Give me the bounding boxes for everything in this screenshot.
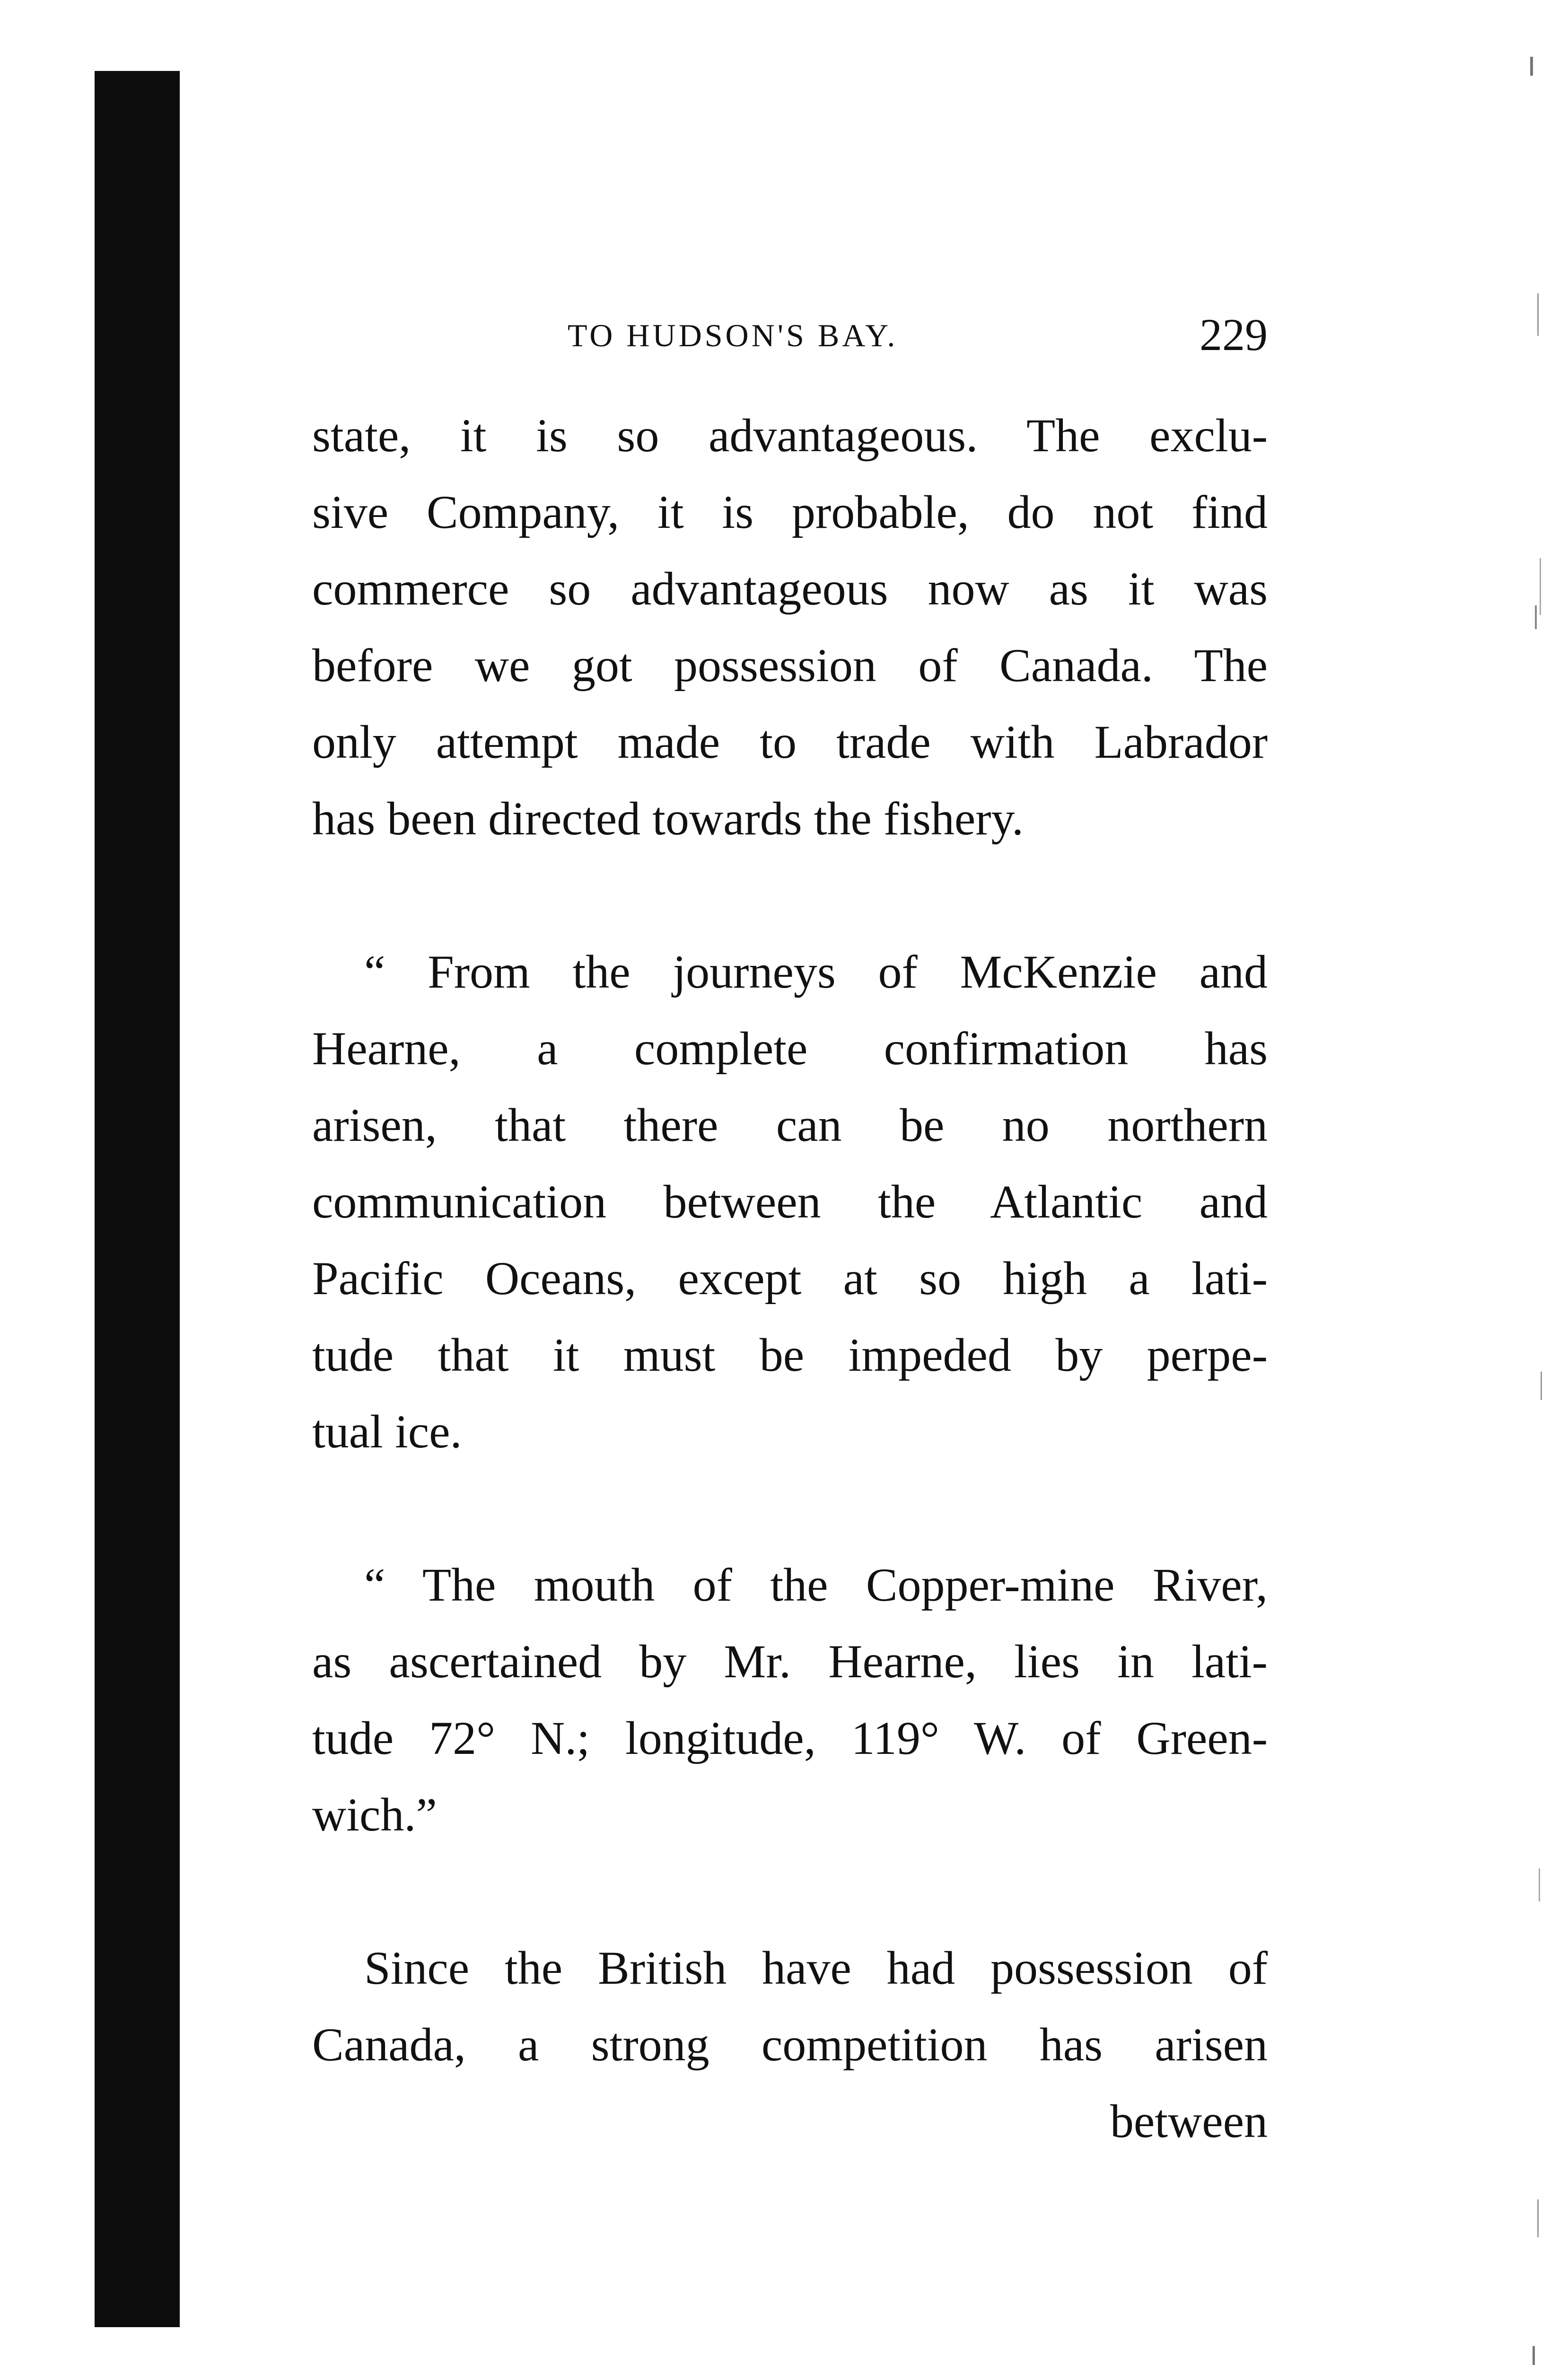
page-edge-specks <box>1511 0 1568 2365</box>
binding-shadow <box>95 71 180 2327</box>
paragraph-3 <box>312 1547 1268 1853</box>
text-line: Pacific Oceans, except at so high a lati- <box>312 1252 1268 1305</box>
paragraph-2 <box>312 934 1268 1470</box>
text-line: sive Company, it is probable, do not find <box>312 486 1268 538</box>
text-line: before we got possession of Canada. The <box>312 639 1268 692</box>
text-line: tude 72° N.; longitude, 119° W. of Green- <box>312 1712 1268 1764</box>
text-line: “ From the journeys of McKenzie and <box>364 946 1268 998</box>
page-header <box>312 303 1268 359</box>
text-line: Canada, a strong competition has arisen <box>312 2018 1268 2071</box>
paragraph-1 <box>312 397 1268 857</box>
running-head: TO HUDSON'S BAY. <box>568 317 898 353</box>
text-line: communication between the Atlantic and <box>312 1175 1268 1228</box>
text-line: as ascertained by Mr. Hearne, lies in lati- <box>312 1635 1268 1688</box>
text-line: Hearne, a complete confirmation has <box>312 1022 1268 1075</box>
body-text <box>312 397 1268 2160</box>
text-line: has been directed towards the fishery. <box>312 792 1024 845</box>
page-number: 229 <box>1200 309 1268 360</box>
text-line: Since the British have had possession of <box>364 1942 1268 1994</box>
text-line: arisen, that there can be no northern <box>312 1099 1268 1151</box>
text-line: tude that it must be impeded by perpe- <box>312 1329 1268 1381</box>
text-line: tual ice. <box>312 1405 462 1458</box>
text-line: commerce so advantageous now as it was <box>312 562 1268 615</box>
text-line: “ The mouth of the Copper-mine River, <box>364 1559 1268 1611</box>
text-line: state, it is so advantageous. The exclu- <box>312 409 1268 462</box>
text-line: only attempt made to trade with Labrador <box>312 716 1268 768</box>
paragraph-4 <box>312 1930 1268 2160</box>
text-line: wich.” <box>312 1788 437 1841</box>
catchword: between <box>1110 2095 1268 2147</box>
